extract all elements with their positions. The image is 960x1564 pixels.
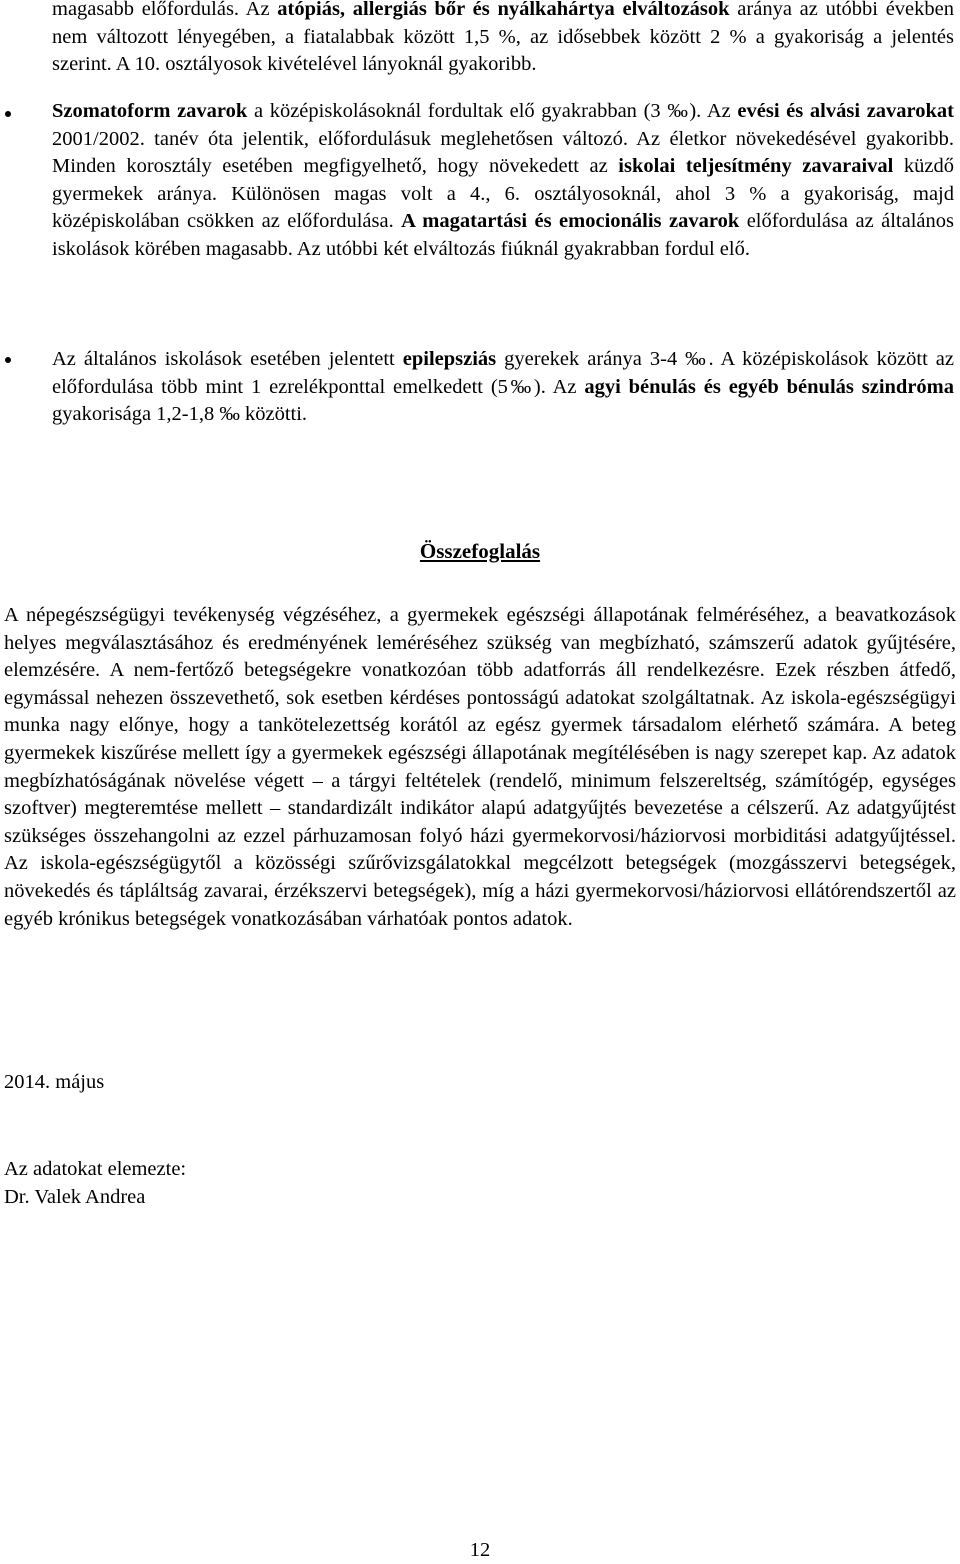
bullet-1-text-2: 2001/2002. tanév óta jelentik, előfordulásuk meglehetősen változó. Az életkor növekedésével gyakoribb. Minden korosztály esetében megfigyelhető, hogy növekedett az	[52, 127, 954, 178]
intro-bold-1: atópiás, allergiás bőr és nyálkahártya elváltozások	[277, 0, 730, 20]
bullet-item-somatoform	[52, 98, 954, 264]
page-number: 12	[469, 1539, 491, 1561]
bullet-1-bold-2: evési és alvási zavarokat	[737, 100, 955, 122]
report-date: 2014. május	[4, 1071, 105, 1093]
bullet-1-bold-4: A magatartási és emocionális zavarok	[401, 210, 740, 233]
bullet-item-epilepsy	[52, 346, 954, 429]
intro-text-1: magasabb előfordulás. Az	[52, 0, 278, 20]
bullet-2-text-1: Az általános iskolások esetében jelentett	[52, 348, 403, 370]
bullet-2-bold-1: epilepsziás	[402, 348, 497, 370]
bullet-dot-icon	[5, 111, 11, 117]
bullet-1-bold-3: iskolai teljesítmény zavaraival	[618, 155, 894, 178]
intro-paragraph	[52, 0, 954, 79]
bullet-1-bold-1: Szomatoform zavarok	[52, 100, 248, 122]
analyst-name: Dr. Valek Andrea	[4, 1185, 146, 1208]
bullet-1-text-3: küzdő gyermekek aránya. Különösen magas volt a 4., 6. osztályosoknál, ahol 3 % a gyakoriság, majd középiskolában csökken az előfordulása.	[52, 155, 954, 233]
bullet-1-text-4: előfordulása az általános iskolások körében magasabb. Az utóbbi két elváltozás fiúknál gyakrabban fordul elő.	[52, 210, 954, 260]
bullet-2-bold-2: agyi bénulás és egyéb bénulás szindróma	[584, 375, 954, 398]
summary-paragraph: A népegészségügyi tevékenység végzéséhez, a gyermekek egészségi állapotának felméréséhez, a beavatkozások helyes megválasztásához és eredményének leméréséhez szükség van megbízható, számszerű adatok gyűjtésére, elemzésére. A nem-fertőző betegségekre vonatkozóan több adatforrás áll rendelkezésre. Ezek részben átfedő, egymással nehezen összevethető, sok esetben kérdéses pontosságú adatokat szolgáltatnak. Az iskola-egészségügyi munka nagy előnye, hogy a tankötelezettség korától az egész gyermek társadalom elérhető számára. A beteg gyermekek kiszűrése mellett így a gyermekek egészségi állapotának megítélésében is nagy szerepet kap. Az adatok megbízhatóságának növelése végett – a tárgyi feltételek (rendelő, minimum felszereltség, számítógép, egységes szoftver) megteremtése mellett – standardizált indikátor alapú adatgyűjtés bevezetése a célszerű. Az adatgyűjtést szükséges összehangolni az ezzel párhuzamosan folyó házi gyermekorvosi/háziorvosi morbiditási adatgyűjtéssel. Az iskola-egészségügytől a közösségi szűrővizsgálatokkal megcélzott betegségek (mozgásszervi betegségek, növekedés és tápláltság zavarai, érzékszervi betegségek), míg a házi gyermekorvosi/háziorvosi ellátórendszertől az egyéb krónikus betegségek vonatkozásában várhatóak pontos adatok.	[4, 604, 956, 930]
summary-heading: Összefoglalás	[419, 539, 541, 563]
bullet-dot-icon	[5, 357, 11, 363]
bullet-1-text-1: a középiskolásoknál fordultak elő gyakrabban (3 ‰). Az	[247, 100, 738, 122]
analyst-block	[4, 1156, 186, 1211]
bullet-2-text-3: gyakorisága 1,2-1,8 ‰ közötti.	[52, 403, 308, 426]
analyst-label: Az adatokat elemezte:	[4, 1158, 187, 1180]
intro-text-2: aránya az utóbbi években nem változott lényegében, a fiatalabbak között 1,5 %, az idősebbek között 2 % a gyakoriság a jelentés szerint. A 10. osztályosok kivételével lányoknál gyakoribb.	[52, 0, 954, 76]
bullet-2-text-2: gyerekek aránya 3-4 ‰. A középiskolások között az előfordulása több mint 1 ezrelékponttal emelkedett (5‰). Az	[52, 348, 954, 398]
